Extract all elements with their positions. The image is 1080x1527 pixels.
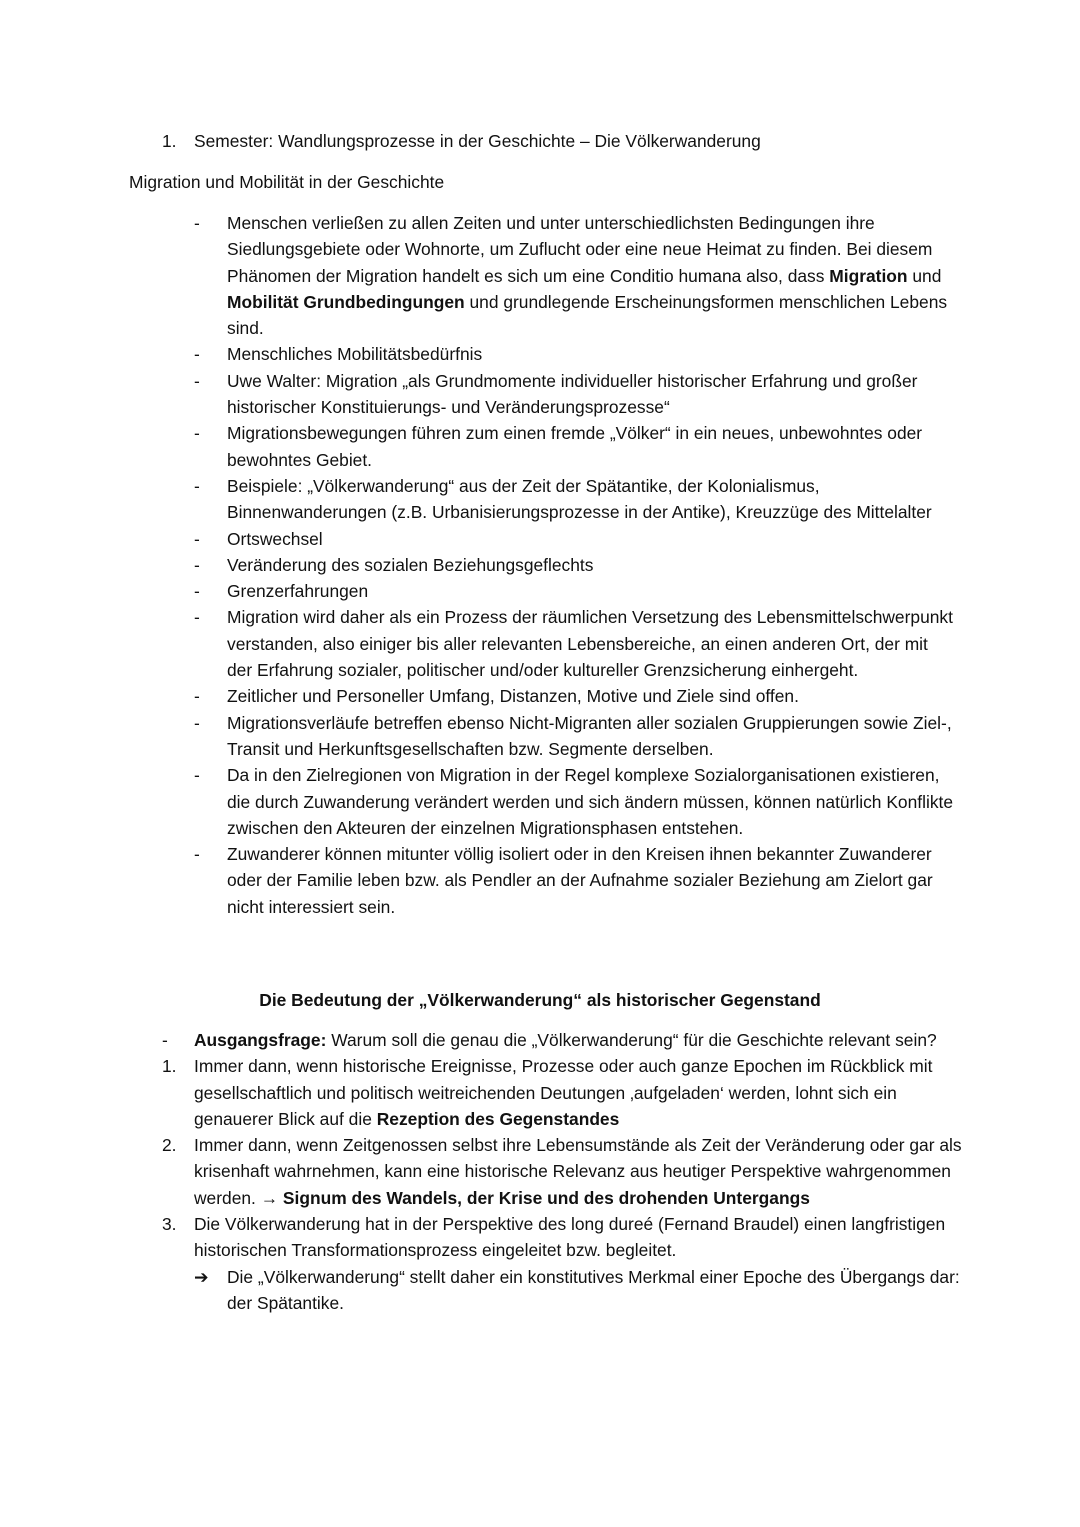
bullet-text: Migration wird daher als ein Prozess der räumlichen Versetzung des Lebensmittelschwerpunkt verstanden, also einiger bis aller relevanten Lebensbereiche, an einen anderen Ort, der mit der Erfahrung sozialer, politischer und/oder kultureller Grenzsicherung einhergeht. (227, 607, 953, 681)
page-title: Semester: Wandlungsprozesse in der Geschichte – Die Völkerwanderung (194, 131, 761, 151)
bullet-text: Beispiele: „Völkerwanderung“ aus der Zeit der Spätantike, der Kolonialismus, Binnenwanderungen (z.B. Urbanisierungsprozesse in der Antike), Kreuzzüge des Mittelalter (227, 475, 932, 523)
question-marker: - (162, 1030, 168, 1050)
bullet-text: und (907, 265, 942, 286)
list-item (194, 710, 954, 763)
list-item (194, 683, 954, 709)
bullet-text: Grenzerfahrungen (227, 581, 369, 602)
list-item (194, 552, 954, 578)
point-text: Immer dann, wenn Zeitgenossen selbst ihre Lebensumstände als Zeit der Veränderung oder gar als krisenhaft wahrnehmen, kann eine historische Relevanz aus heutiger Perspektive wahrgenommen werden. (194, 1135, 962, 1208)
bullet-marker: - (194, 686, 200, 707)
bullet-marker: - (194, 765, 200, 786)
list-item (194, 604, 954, 683)
bullet-text: Migrationsverläufe betreffen ebenso Nicht-Migranten aller sozialen Gruppierungen sowie Ziel-, Transit und Herkunftsgesellschaften bzw. Segmente derselben. (227, 712, 952, 759)
arrow-icon: ➔ (194, 1266, 209, 1287)
list-item (194, 420, 954, 473)
bullet-text: Zuwanderer können mitunter völlig isoliert oder in den Kreisen ihnen bekannter Zuwanderer oder der Familie leben bzw. als Pendler an der Aufnahme sozialer Beziehung am Zielort gar nicht interessiert sein. (227, 844, 933, 917)
bullet-marker: - (194, 423, 200, 444)
point-bold-text: Rezeption des Gegenstandes (376, 1108, 620, 1129)
bullet-text: Migrationsbewegungen führen zum einen fremde „Völker“ in ein neues, unbewohntes oder bewohntes Gebiet. (227, 423, 923, 470)
question-label: Ausgangsfrage: (194, 1030, 327, 1050)
bullet-marker: - (194, 581, 200, 602)
bullet-text: Ortswechsel (227, 528, 323, 549)
section-subheading: Migration und Mobilität in der Geschichte (129, 172, 445, 192)
bullet-marker: - (194, 213, 200, 233)
question-text: Warum soll die genau die „Völkerwanderung“ für die Geschichte relevant sein? (326, 1030, 937, 1050)
numbered-point-1 (162, 1053, 962, 1132)
bullet-marker: - (194, 712, 200, 733)
bullet-text: Da in den Zielregionen von Migration in der Regel komplexe Sozialorganisationen existieren, die durch Zuwanderung verändert werden und sich ändern müssen, können natürlich Konflikte zwischen den Akteuren der einzelnen Migrationsphasen entstehen. (227, 765, 954, 838)
bullet-text: Uwe Walter: Migration „als Grundmomente individueller historischer Erfahrung und großer historischer Konstituierungs- und Veränderungsprozesse“ (227, 370, 918, 418)
bullet-text: Zeitlicher und Personeller Umfang, Distanzen, Motive und Ziele sind offen. (227, 686, 799, 707)
list-item (194, 368, 954, 421)
list-item (194, 341, 954, 367)
point-number: 1. (162, 1056, 177, 1077)
bullet-bold-text: Mobilität Grundbedingungen (227, 291, 465, 312)
point-number: 3. (162, 1214, 177, 1235)
list-item (194, 526, 954, 552)
bullet-marker: - (194, 607, 200, 628)
heading-number: 1. (162, 131, 177, 151)
numbered-point-3 (162, 1211, 962, 1264)
question-row (162, 1027, 962, 1053)
point-text: Immer dann, wenn historische Ereignisse, Prozesse oder auch ganze Epochen im Rückblick mit gesellschaftlich und politisch weitreichenden Deutungen ‚aufgeladen‘ werden, lohnt sich ein genauerer Blick auf die (194, 1056, 933, 1129)
numbered-point-2 (162, 1132, 962, 1211)
bullet-marker: - (194, 844, 200, 865)
bullet-text: Menschen verließen zu allen Zeiten und unter unterschiedlichsten Bedingungen ihre Siedlungsgebiete oder Wohnorte, um Zuflucht oder eine neue Heimat zu finden. Bei diesem Phänomen der Migration handelt es sich um eine Conditio humana also, dass (227, 213, 933, 286)
bullet-bold-text: Migration (829, 265, 908, 286)
conclusion-row (162, 1264, 962, 1317)
bullet-marker: - (194, 344, 200, 365)
bullet-text: Menschliches Mobilitätsbedürfnis (227, 344, 483, 365)
point-number: 2. (162, 1135, 177, 1156)
bullet-text: und grundlegende Erscheinungsformen menschlichen Lebens sind. (227, 291, 948, 339)
bullet-marker: - (194, 554, 200, 575)
section-title: Die Bedeutung der „Völkerwanderung“ als historischer Gegenstand (259, 990, 821, 1010)
bullet-marker: - (194, 370, 200, 391)
bullet-text: Veränderung des sozialen Beziehungsgeflechts (227, 554, 594, 575)
bullet-marker: - (194, 475, 200, 496)
list-item (194, 210, 954, 341)
list-item (194, 473, 954, 526)
conclusion-text: Die „Völkerwanderung“ stellt daher ein konstitutives Merkmal einer Epoche des Übergangs dar: der Spätantike. (227, 1266, 960, 1313)
point-bold-text: → Signum des Wandels, der Krise und des drohenden Untergangs (260, 1187, 810, 1208)
bullet-list (194, 210, 954, 920)
list-item (194, 762, 954, 841)
point-text: Die Völkerwanderung hat in der Perspektive des long dureé (Fernand Braudel) einen langfristigen historischen Transformationsprozess eingeleitet bzw. begleitet. (194, 1214, 946, 1261)
significance-block (162, 1027, 962, 1316)
list-item (194, 578, 954, 604)
list-item (194, 841, 954, 920)
bullet-marker: - (194, 528, 200, 549)
